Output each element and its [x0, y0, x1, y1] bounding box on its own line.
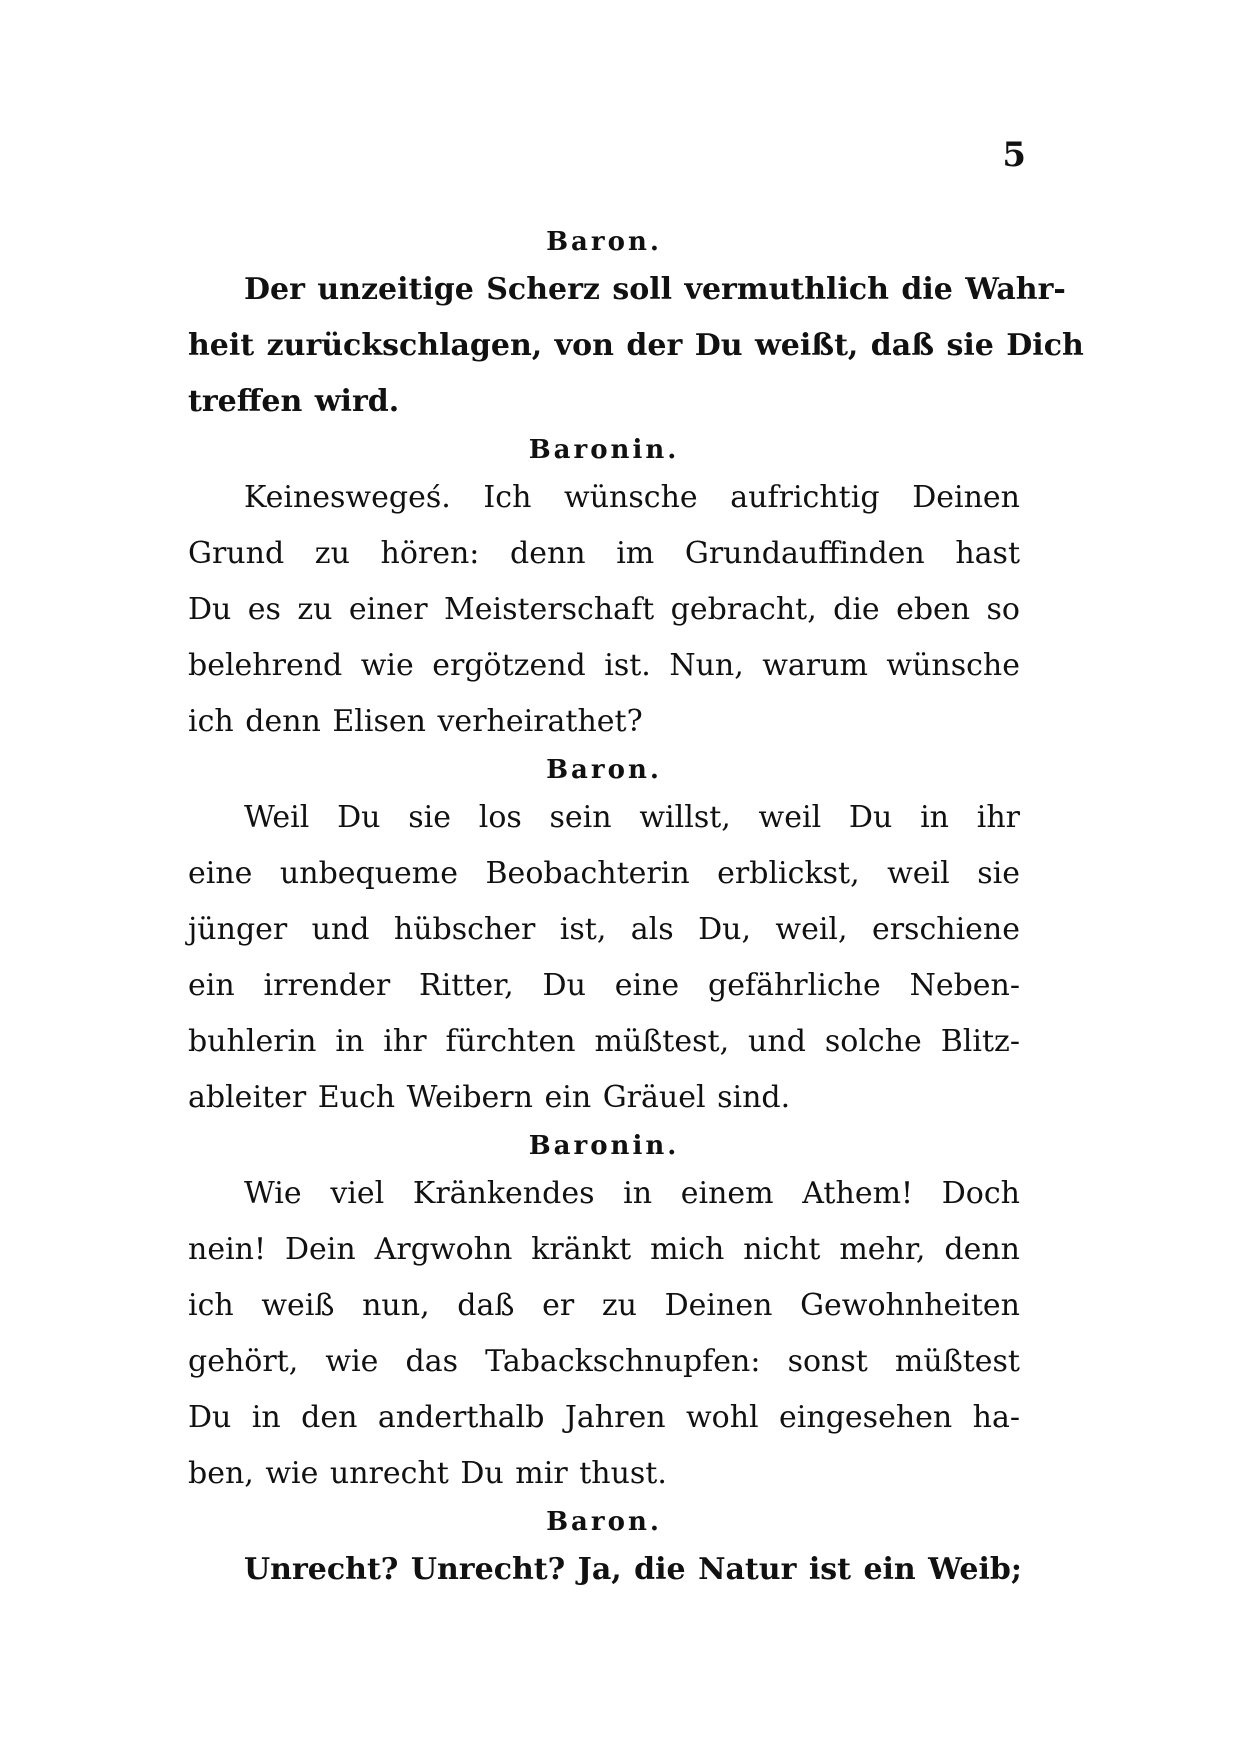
speech-paragraph [188, 470, 1020, 750]
text-line: heit zurückschlagen, von der Du weißt, daß sie Dich [188, 328, 1084, 363]
text-line: buhlerin in ihr fürchten müßtest, und solche Blitz- [188, 1024, 1020, 1059]
text-line: ein irrender Ritter, Du eine gefährliche Neben- [188, 968, 1020, 1003]
text-line: ich weiß nun, daß er zu Deinen Gewohnheiten [188, 1288, 1020, 1323]
speaker-heading: Baronin. [528, 435, 680, 465]
text-line: gehört, wie das Tabackschnupfen: sonst müßtest [188, 1344, 1020, 1379]
text-line: ben, wie unrecht Du mir thust. [188, 1456, 667, 1491]
speaker-heading: Baron. [546, 1507, 662, 1537]
text-line: ich denn Elisen verheirathet? [188, 704, 643, 739]
speech-paragraph [188, 1166, 1020, 1502]
speaker-heading: Baron. [546, 227, 662, 257]
speech-paragraph [188, 790, 1020, 1126]
speech-paragraph [188, 1542, 1020, 1598]
text-line: Du in den anderthalb Jahren wohl eingesehen ha- [188, 1400, 1020, 1435]
text-line: Unrecht? Unrecht? Ja, die Natur ist ein Weib; [244, 1552, 1022, 1587]
text-line: eine unbequeme Beobachterin erblickst, weil sie [188, 856, 1020, 891]
speaker-heading: Baron. [546, 755, 662, 785]
text-line: belehrend wie ergötzend ist. Nun, warum wünsche [188, 648, 1020, 683]
text-line: Wie viel Kränkendes in einem Athem! Doch [244, 1176, 1020, 1211]
speech-paragraph [188, 262, 1084, 430]
text-line: Keineswegeś. Ich wünsche aufrichtig Deinen [244, 480, 1020, 515]
text-line: Weil Du sie los sein willst, weil Du in ihr [244, 800, 1020, 835]
text-line: jünger und hübscher ist, als Du, weil, erschiene [188, 912, 1020, 947]
text-line: ableiter Euch Weibern ein Gräuel sind. [188, 1080, 791, 1115]
text-line: treffen wird. [188, 384, 400, 419]
dialogue-text [188, 222, 1084, 1598]
text-line: Der unzeitige Scherz soll vermuthlich die Wahr- [244, 272, 1066, 307]
speaker-heading: Baronin. [528, 1131, 680, 1161]
text-line: Du es zu einer Meisterschaft gebracht, die eben so [188, 592, 1020, 627]
text-line: Grund zu hören: denn im Grundauffinden hast [188, 536, 1020, 571]
page-number: 5 [1002, 135, 1026, 175]
text-line: nein! Dein Argwohn kränkt mich nicht mehr, denn [188, 1232, 1020, 1267]
